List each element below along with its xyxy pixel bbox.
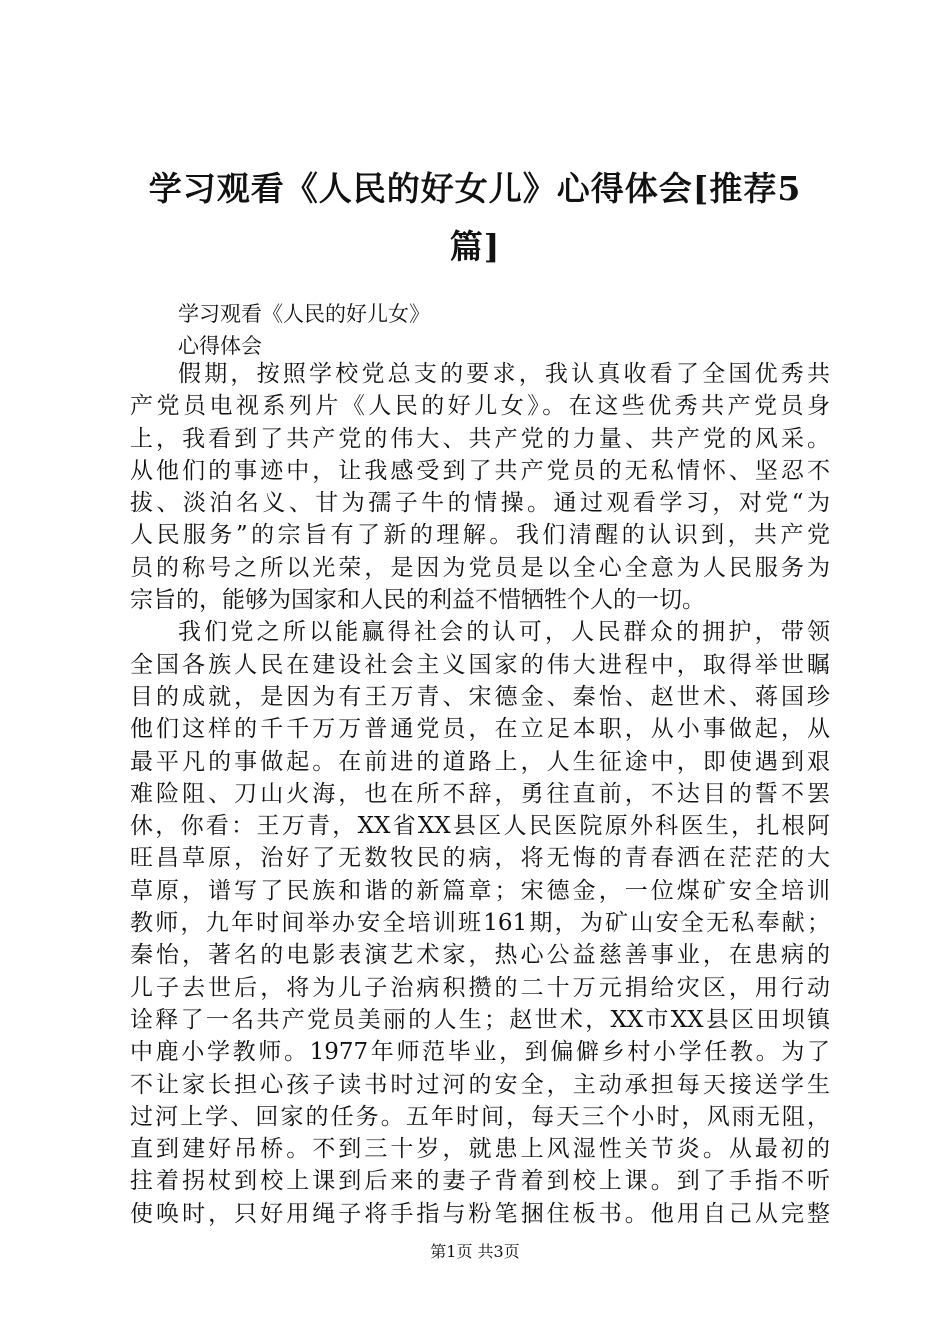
paragraph-2-line: 秦怡，著名的电影表演艺术家，热心公益慈善事业，在患病的	[130, 942, 830, 969]
paragraph-2-line: 难险阻、刀山火海，也在所不辞，勇往直前，不达目的誓不罢	[130, 780, 830, 807]
paragraph-2-line: 休，你看：王万青，XX省XX县区人民医院原外科医生，扎根阿	[130, 813, 830, 840]
paragraph-2-line: 过河上学、回家的任务。五年时间，每天三个小时，风雨无阻，	[130, 1103, 830, 1130]
paragraph-2-line: 目的成就，是因为有王万青、宋德金、秦怡、赵世术、蒋国珍	[130, 683, 830, 710]
paragraph-1-line: 产党员电视系列片《人民的好儿女》。在这些优秀共产党员身	[130, 393, 830, 420]
paragraph-2-line: 中鹿小学教师。1977年师范毕业，到偏僻乡村小学任教。为了	[130, 1039, 830, 1066]
paragraph-2-line: 诠释了一名共产党员美丽的人生；赵世术，XX市XX县区田坝镇	[130, 1006, 830, 1033]
title-line-1: 学习观看《人民的好女儿》心得体会[推荐5	[148, 169, 802, 208]
paragraph-1-line: 假期，按照学校党总支的要求，我认真收看了全国优秀共	[178, 361, 830, 387]
title-line-2: 篇]	[449, 227, 501, 266]
subheading-1: 学习观看《人民的好儿女》	[178, 302, 430, 326]
paragraph-1-line: 从他们的事迹中，让我感受到了共产党员的无私情怀、坚忍不	[130, 457, 830, 484]
paragraph-2-line: 我们党之所以能赢得社会的认可，人民群众的拥护，带领	[178, 619, 830, 646]
paragraph-2-line: 使唤时，只好用绳子将手指与粉笔捆住板书。他用自己从完整	[130, 1200, 830, 1227]
paragraph-2-line: 草原，谱写了民族和谐的新篇章；宋德金，一位煤矿安全培训	[130, 877, 830, 904]
document-title	[120, 160, 830, 276]
paragraph-2-line: 儿子去世后，将为儿子治病积攒的二十万元捐给灾区，用行动	[130, 974, 830, 1001]
paragraph-2-line: 拄着拐杖到校上课到后来的妻子背着到校上课。到了手指不听	[130, 1168, 830, 1195]
paragraph-1-line: 拔、淡泊名义、甘为孺子牛的情操。通过观看学习，对党“为	[130, 490, 830, 517]
paragraph-2-line: 他们这样的千千万万普通党员，在立足本职，从小事做起，从	[130, 716, 830, 743]
paragraph-2-line: 全国各族人民在建设社会主义国家的伟大进程中，取得举世瞩	[130, 651, 830, 678]
paragraph-1-line: 上，我看到了共产党的伟大、共产党的力量、共产党的风采。	[130, 425, 830, 452]
body-text	[130, 358, 830, 1230]
paragraph-1-line: 人民服务”的宗旨有了新的理解。我们清醒的认识到，共产党	[130, 522, 830, 549]
paragraph-2-line: 教师，九年时间举办安全培训班161期，为矿山安全无私奉献；	[130, 910, 830, 937]
paragraph-2-line: 直到建好吊桥。不到三十岁，就患上风湿性关节炎。从最初的	[130, 1136, 830, 1163]
paragraph-2-line: 旺昌草原，治好了无数牧民的病，将无悔的青春洒在茫茫的大	[130, 845, 830, 872]
paragraph-2-line: 不让家长担心孩子读书时过河的安全，主动承担每天接送学生	[130, 1071, 830, 1098]
page-number-footer: 第1页 共3页	[430, 1242, 520, 1261]
paragraph-2-line: 最平凡的事做起。在前进的道路上，人生征途中，即使遇到艰	[130, 748, 830, 775]
paragraph-1-line: 宗旨的，能够为国家和人民的利益不惜牺牲个人的一切。	[130, 587, 705, 614]
paragraph-1-line: 员的称号之所以光荣，是因为党员是以全心全意为人民服务为	[130, 554, 830, 581]
subheading-2: 心得体会	[178, 334, 262, 358]
